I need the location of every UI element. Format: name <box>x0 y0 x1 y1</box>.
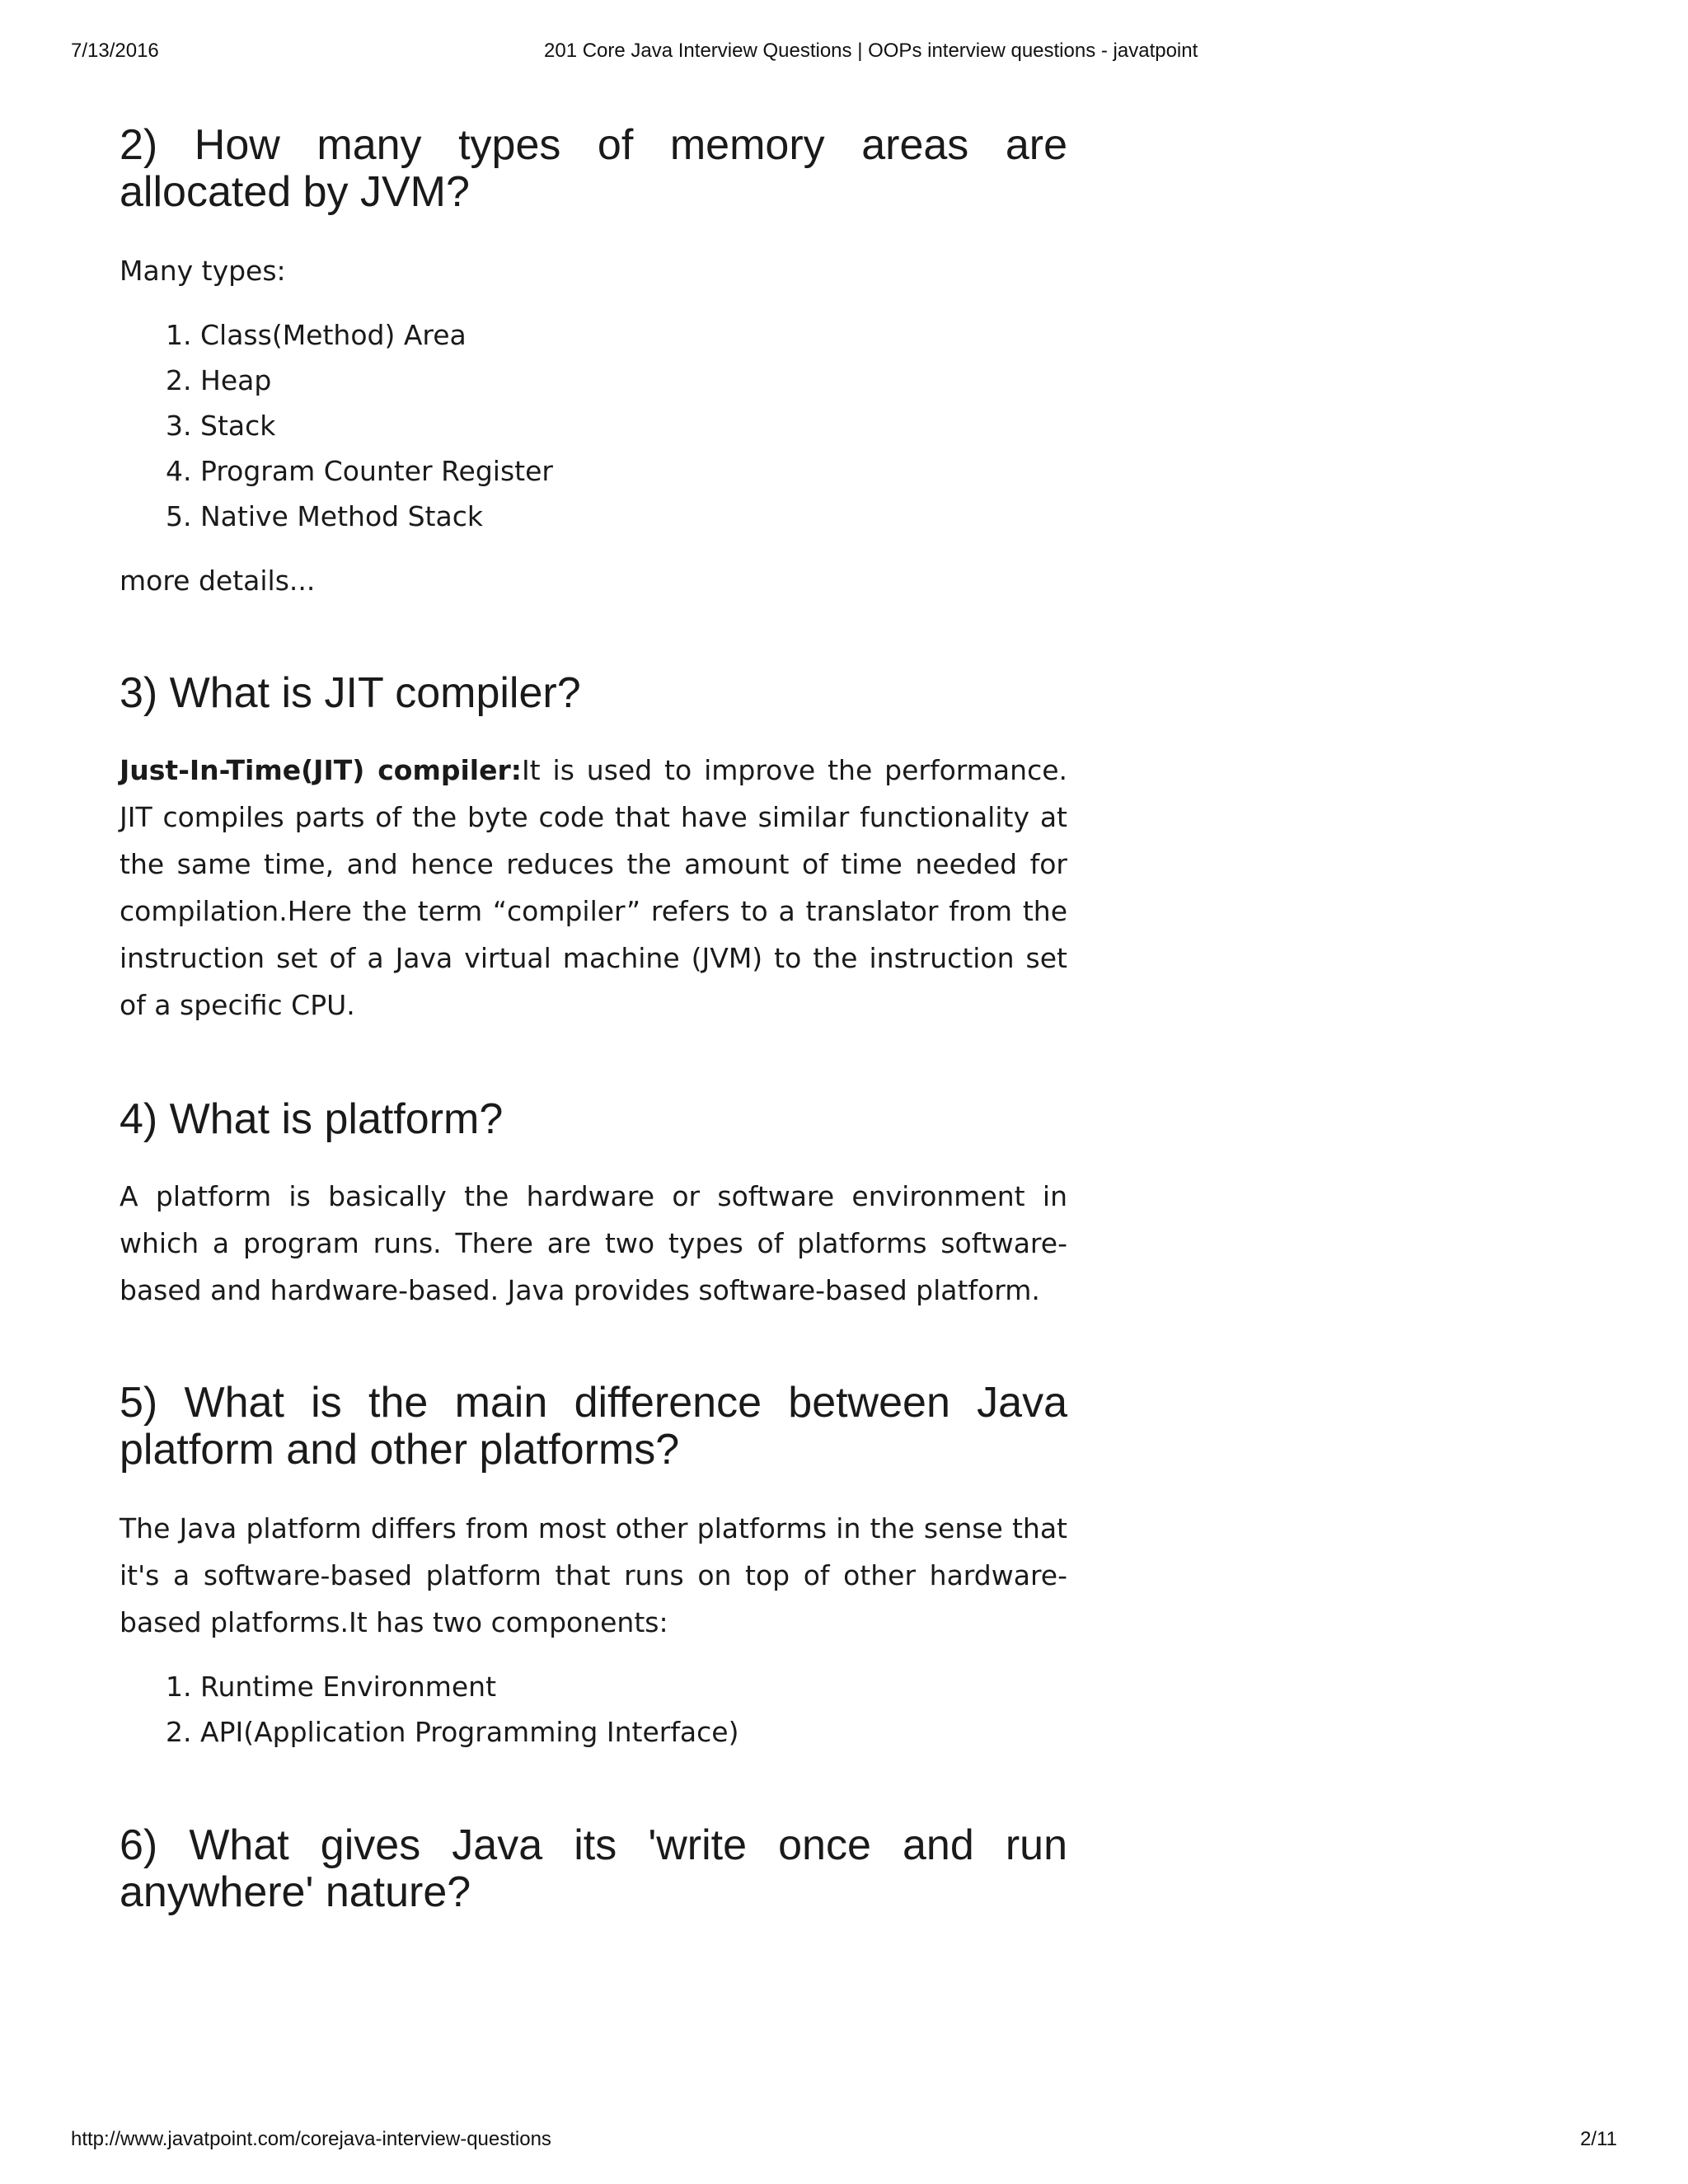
list-item: 2. Heap <box>200 358 1067 403</box>
print-page-title: 201 Core Java Interview Questions | OOPs interview questions - javatpoint <box>544 40 1198 62</box>
question-2-intro: Many types: <box>120 255 286 287</box>
list-item: 2. API(Application Programming Interface) <box>200 1709 1067 1755</box>
question-3-heading: 3) What is JIT compiler? <box>120 669 581 717</box>
question-4-heading: 4) What is platform? <box>120 1095 504 1143</box>
list-item: 3. Stack <box>200 403 1067 448</box>
print-date: 7/13/2016 <box>71 40 159 62</box>
platform-components-list <box>120 1664 1067 1755</box>
question-2-heading: 2) How many types of memory areas are allocated by JVM? <box>120 121 1067 216</box>
question-5-heading: 5) What is the main difference between Java platform and other platforms? <box>120 1379 1067 1474</box>
question-4-answer: A platform is basically the hardware or software environment in which a program runs. There are two types of platforms software-based and hardware-based. Java provides software-based platform. <box>120 1180 1067 1306</box>
jit-term: Just-In-Time(JIT) compiler: <box>120 754 522 786</box>
question-5-answer: The Java platform differs from most other platforms in the sense that it's a software-based platform that runs on top of other hardware-based platforms.It has two components: <box>120 1512 1067 1638</box>
article-content <box>120 122 1067 1916</box>
print-url: http://www.javatpoint.com/corejava-interview-questions <box>71 2128 551 2150</box>
question-3-answer <box>120 747 1067 1029</box>
list-item: 5. Native Method Stack <box>200 494 1067 539</box>
more-details-link[interactable]: more details... <box>120 565 316 597</box>
print-page-number: 2/11 <box>1580 2128 1617 2150</box>
list-item: 1. Class(Method) Area <box>200 312 1067 358</box>
list-item: 1. Runtime Environment <box>200 1664 1067 1709</box>
jit-description: It is used to improve the performance. JIT compiles parts of the byte code that have similar functionality at the same time, and hence reduces the amount of time needed for compilation.Here the term “compiler” refers to a translator from the instruction set of a Java virtual machine (JVM) to the instruction set of a specific CPU. <box>120 754 1068 1021</box>
list-item: 4. Program Counter Register <box>200 448 1067 494</box>
question-6-heading: 6) What gives Java its 'write once and run anywhere' nature? <box>120 1821 1067 1916</box>
memory-areas-list <box>120 312 1067 539</box>
